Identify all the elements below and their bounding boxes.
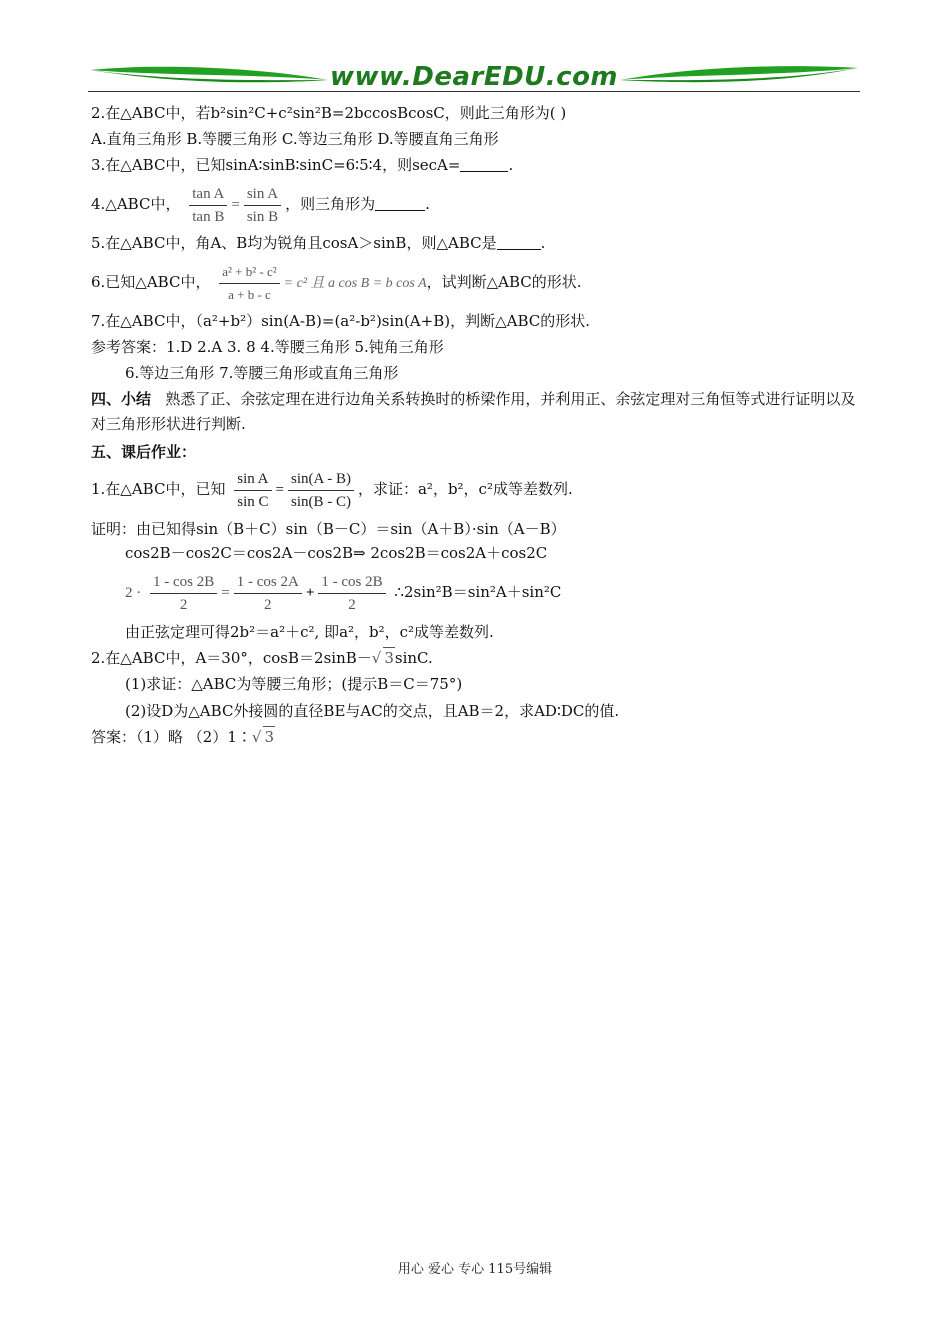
reference-answers-2: 6.等边三角形 7.等腰三角形或直角三角形 — [125, 364, 399, 382]
question-3-stem: 3.在△ABC中，已知sinA∶sinB∶sinC=6∶5∶4，则secA= — [91, 156, 461, 174]
fraction-hw1-left — [234, 468, 271, 513]
fraction-numerator: sin A — [234, 468, 271, 491]
summary-title: 四、小结 — [91, 390, 152, 408]
header-rule — [88, 91, 860, 92]
fraction-denominator: 2 — [348, 596, 356, 613]
fraction-proof-1 — [150, 571, 217, 616]
fraction-denominator: sin C — [237, 493, 269, 510]
fraction-numerator: 1 - cos 2B — [150, 571, 217, 594]
homework-2-stem-end: sinC. — [394, 649, 433, 667]
question-6 — [91, 258, 582, 308]
fraction-proof-3 — [318, 571, 385, 616]
answer-blank — [375, 196, 425, 211]
question-6-suffix: ，试判断△ABC的形状. — [426, 273, 582, 291]
homework-1-prefix: 1.在△ABC中，已知 — [91, 480, 226, 498]
answer-blank — [497, 235, 541, 250]
homework-2-stem: 2.在△ABC中，A＝30°，cosB＝2sinB－ — [91, 649, 372, 667]
fraction-numerator: tan A — [189, 183, 227, 206]
fraction-denominator: sin B — [246, 208, 279, 225]
fraction-numerator: 1 - cos 2A — [234, 571, 302, 594]
question-4-suffix: ，则三角形为 — [285, 195, 376, 213]
question-5: 5.在△ABC中，角A、B均为锐角且cosA＞sinB，则△ABC是 . — [91, 234, 546, 252]
fraction-proof-2 — [234, 571, 302, 616]
question-6-condition: = c² 且 a cos B = b cos A — [283, 276, 427, 291]
fraction-sin — [244, 183, 281, 228]
reference-answers: 参考答案：1.D 2.A 3. 8 4.等腰三角形 5.钝角三角形 — [91, 338, 444, 356]
question-6-prefix: 6.已知△ABC中， — [91, 273, 211, 291]
fraction-q6 — [219, 261, 279, 306]
fraction-numerator: a² + b² - c² — [219, 261, 279, 284]
homework-title: 五、课后作业： — [91, 443, 197, 461]
site-logo[interactable]: www.DearEDU.com — [329, 62, 619, 92]
sqrt-value: 3 — [384, 649, 394, 667]
proof-line-1: 证明：由已知得sin（B＋C）sin（B－C）＝sin（A＋B）·sin（A－B） — [91, 520, 566, 538]
page-footer: 用心 爱心 专心 115号编辑 — [397, 1262, 553, 1277]
proof-coefficient: 2 · — [125, 585, 142, 601]
fraction-denominator: 2 — [179, 596, 188, 613]
fraction-denominator: tan B — [192, 208, 225, 225]
fraction-numerator: 1 - cos 2B — [318, 571, 385, 594]
homework-1-suffix: ，求证：a²，b²，c²成等差数列. — [357, 480, 573, 498]
question-2-options: A.直角三角形 B.等腰三角形 C.等边三角形 D.等腰直角三角形 — [91, 130, 499, 148]
fraction-numerator: sin(A - B) — [288, 468, 354, 491]
question-4-prefix: 4.△ABC中， — [91, 195, 181, 213]
homework-2-part-2: (2)设D为△ABC外接圆的直径BE与AC的交点，且AB＝2，求AD∶DC的值. — [125, 702, 620, 720]
header-banner — [88, 60, 860, 94]
fraction-hw1-right — [288, 468, 354, 513]
answer-blank — [460, 157, 508, 172]
question-3: 3.在△ABC中，已知sinA∶sinB∶sinC=6∶5∶4，则secA= . — [91, 156, 514, 174]
homework-2-part-1: (1)求证：△ABC为等腰三角形；(提示B＝C＝75°) — [125, 675, 463, 693]
proof-line-2: cos2B－cos2C＝cos2A－cos2B⇒ 2cos2B＝cos2A＋cos2C — [125, 544, 548, 562]
proof-line-3: 2 · $\frac{1 - \cos 2B}{2}$ = $\frac{1 - \cos 2A}{2}$ + $\frac{1 - \cos 2B}{2}$ ∴2sin²B＝sin²A＋sin²C — [125, 567, 561, 618]
homework-1: 1.在△ABC中，已知 $\frac{\text{sin A}}{\text{sin C}}$ = $\frac{\sin(A - B)}{\sin(B - C)}$ ，求证：a²，b²，c²成等差数列. — [91, 464, 573, 515]
proof-conclusion: ∴2sin²B＝sin²A＋sin²C — [394, 583, 562, 601]
fraction-denominator: sin(B - C) — [290, 493, 351, 510]
summary-text: 熟悉了正、余弦定理在进行边角关系转换时的桥梁作用，并利用正、余弦定理对三角恒等式进行证明以及对三角形形状进行判断. — [91, 390, 856, 433]
homework-2: 2.在△ABC中，A＝30°，cosB＝2sinB－√ 3sinC. — [91, 649, 433, 667]
question-5-stem: 5.在△ABC中，角A、B均为锐角且cosA＞sinB，则△ABC是 — [91, 234, 497, 252]
homework-2-answer: 答案：（1）略 （2）1∶√ 3 — [91, 728, 275, 746]
sqrt-value: 3 — [264, 728, 275, 746]
question-7: 7.在△ABC中，（a²+b²）sin(A-B)=(a²-b²)sin(A+B)，判断△ABC的形状. — [91, 312, 590, 330]
summary-section — [91, 387, 861, 437]
proof-line-4: 由正弦定理可得2b²＝a²＋c², 即a²，b²，c²成等差数列. — [125, 623, 494, 641]
homework-2-answer-text: 答案：（1）略 （2）1∶ — [91, 728, 252, 746]
question-2: 2.在△ABC中，若b²sin²C+c²sin²B=2bccosBcosC，则此三角形为( ) — [91, 104, 567, 122]
fraction-denominator: a + b - c — [228, 286, 271, 302]
fraction-denominator: 2 — [264, 596, 272, 613]
fraction-tan — [189, 183, 227, 228]
question-4: 4.△ABC中， $\frac{\text{tan A}}{\text{tan B}}$ = $\frac{\text{sin A}}{\text{sin B}}$ ，则三角形为 . — [91, 180, 430, 229]
fraction-numerator: sin A — [244, 183, 281, 206]
